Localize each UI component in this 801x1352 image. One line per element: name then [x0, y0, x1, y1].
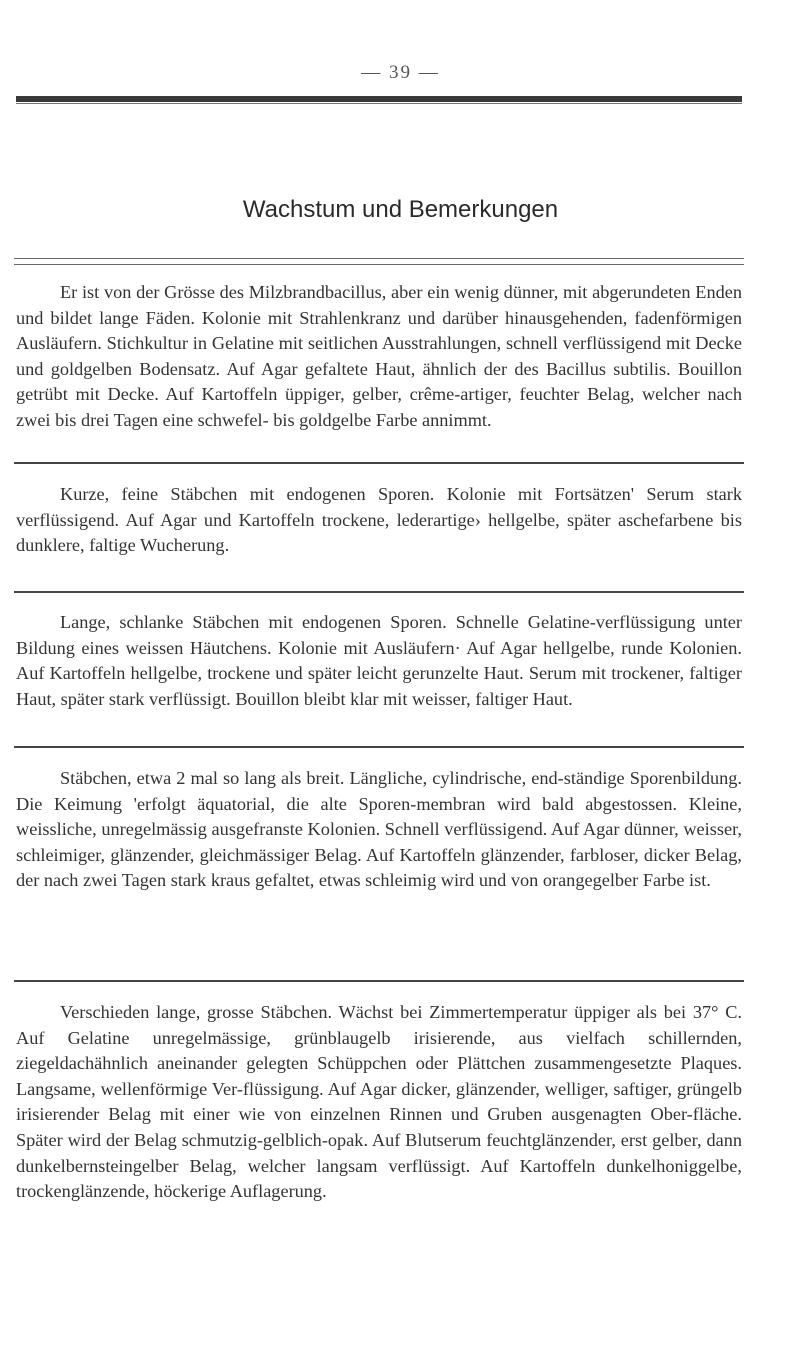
- page-number: — 39 —: [361, 62, 440, 83]
- heading-rule-bottom: [14, 264, 744, 265]
- entry-divider-3: [14, 746, 744, 748]
- entry-4-text: Stäbchen, etwa 2 mal so lang als breit. Längliche, cylindrische, end-ständige Sporenbildung. Die Keimung 'erfolgt äquatorial, die alte Sporen-membran wird bald abgestossen. Kleine, weissliche, unregelmässig ausgefranste Kolonien. Schnell verflüssigend. Auf Agar dünner, weisser, schleimiger, glänzender, gleichmässiger Belag. Auf Kartoffeln glänzender, farbloser, dicker Belag, der nach zwei Tagen stark kraus gefaltet, etwas schleimig wird und von orangegelber Farbe ist.: [16, 768, 742, 891]
- entry-3-text: Lange, schlanke Stäbchen mit endogenen Sporen. Schnelle Gelatine-verflüssigung unter Bildung eines weissen Häutchens. Kolonie mit Ausläufern· Auf Agar hellgelbe, runde Kolonien. Auf Kartoffeln hellgelbe, trockene und später leicht gerunzelte Haut. Serum mit trockener, faltiger Haut, später stark verflüssigt. Bouillon bleibt klar mit weisser, faltiger Haut.: [16, 612, 742, 709]
- entry-2: [16, 482, 742, 559]
- heading-rule-top: [14, 258, 744, 259]
- top-rule: [16, 96, 742, 102]
- column-heading: Wachstum und Bemerkungen: [242, 196, 559, 223]
- entry-3: [16, 610, 742, 712]
- entry-divider-2: [14, 591, 744, 593]
- entry-divider-4: [14, 980, 744, 982]
- entry-1: [16, 280, 742, 434]
- entry-5: [16, 1000, 742, 1205]
- entry-4: [16, 766, 742, 894]
- entry-5-text: Verschieden lange, grosse Stäbchen. Wächst bei Zimmertemperatur üppiger als bei 37° C. Auf Gelatine unregelmässige, grünblaugelb irisierende, aus vielfach schillernden, ziegeldachähnlich aneinander gelegten Schüppchen oder Plättchen zusammengesetzte Plaques. Langsame, wellenförmige Ver-flüssigung. Auf Agar dicker, glänzender, welliger, saftiger, grüngelb irisierender Belag mit einer wie von einzelnen Rinnen und Gruben ausgenagten Ober-fläche. Später wird der Belag schmutzig-gelblich-opak. Auf Blutserum feuchtglänzender, erst gelber, dann dunkelbernsteingelber Belag, welcher langsam verflüssigt. Auf Kartoffeln dunkelhoniggelbe, trockenglänzende, höckerige Auflagerung.: [16, 1002, 742, 1202]
- entry-2-text: Kurze, feine Stäbchen mit endogenen Sporen. Kolonie mit Fortsätzen' Serum stark verflüssigend. Auf Agar und Kartoffeln trockene, lederartige› hellgelbe, später aschefarbene bis dunklere, faltige Wucherung.: [16, 484, 742, 556]
- entry-divider-1: [14, 462, 744, 464]
- entry-1-text: Er ist von der Grösse des Milzbrandbacillus, aber ein wenig dünner, mit abgerundeten Enden und bildet lange Fäden. Kolonie mit Strahlenkranz und darüber hinausgehenden, fadenförmigen Ausläufern. Stichkultur in Gelatine mit seitlichen Ausstrahlungen, schnell verflüssigend mit Decke und goldgelben Bodensatz. Auf Agar gefaltete Haut, ähnlich der des Bacillus subtilis. Bouillon getrübt mit Decke. Auf Kartoffeln üppiger, gelber, crême-artiger, feuchter Belag, welcher nach zwei bis drei Tagen eine schwefel- bis goldgelbe Farbe annimmt.: [16, 282, 742, 430]
